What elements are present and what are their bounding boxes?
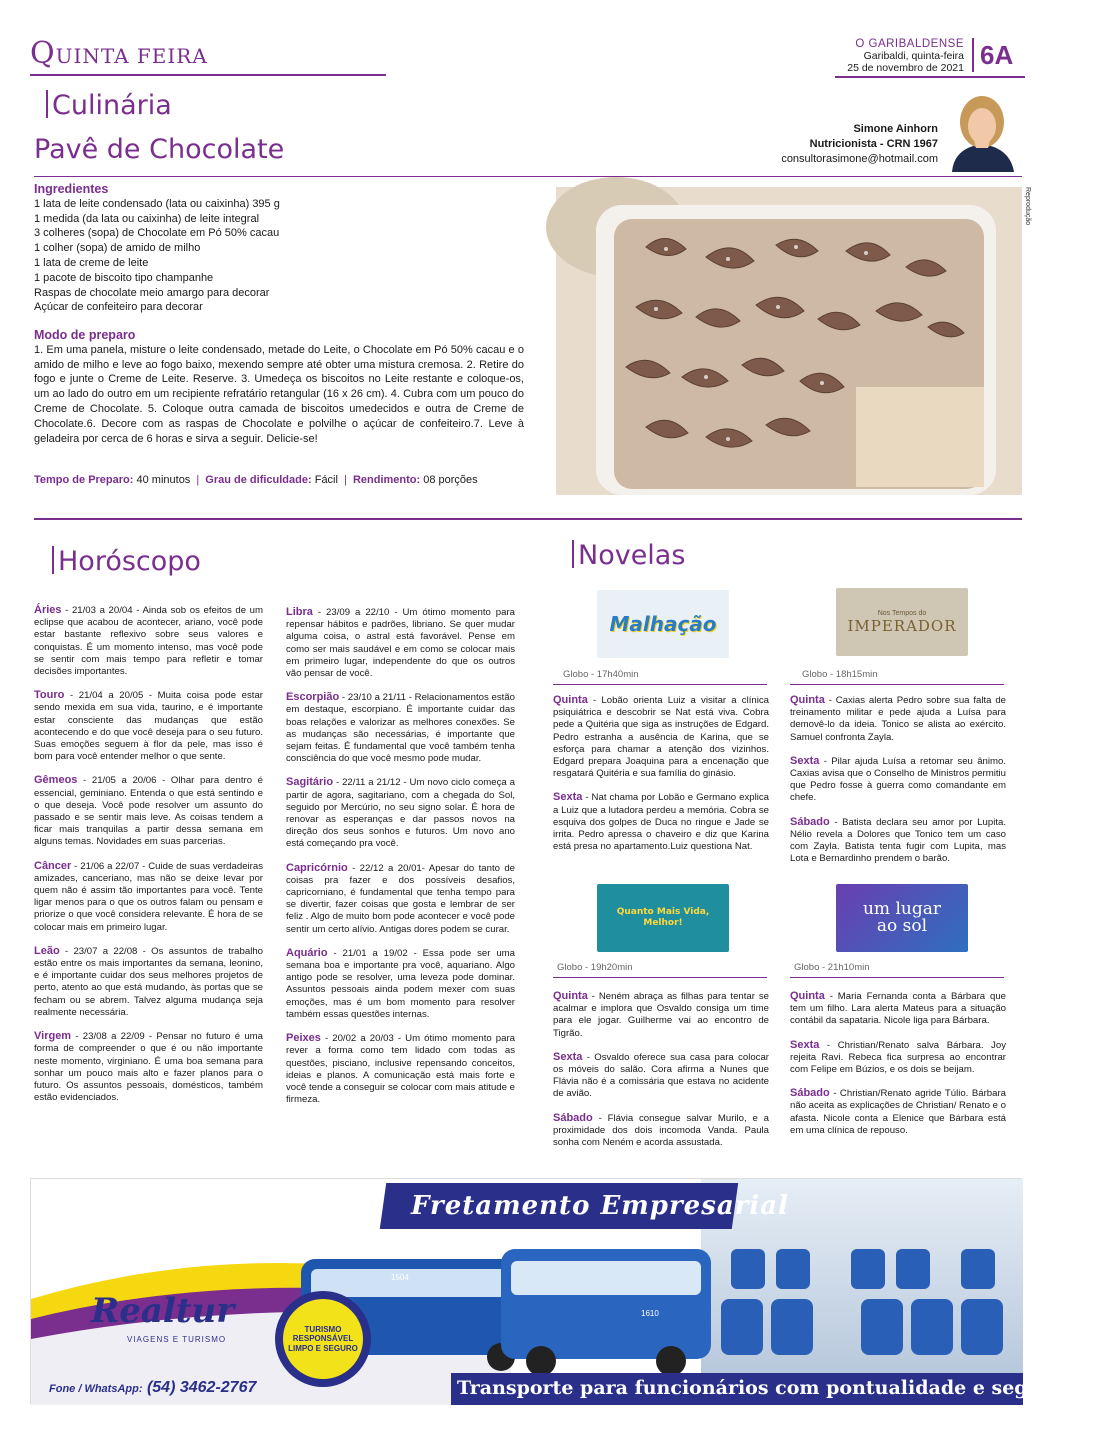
meta-separator: | — [196, 474, 200, 486]
ingredient-item: 1 lata de leite condensado (lata ou caixinha) 395 g — [34, 197, 280, 210]
ingredient-item: 1 colher (sopa) de amido de milho — [34, 242, 201, 255]
ingredient-item: 1 medida (da lata ou caixinha) de leite integral — [34, 212, 260, 225]
sign-text: - 23/10 a 21/11 - Relacionamentos estão em destaque, escorpiano. É importante cuidar das boas relações e valorizar as melhores conexões. Se as mudanças são necessárias, é importante que sejam feitas. É fundamental que você também tenha consciência do que você mesmo pode mudar. — [286, 692, 515, 765]
newspaper-place: Garibaldi, quinta-feira — [863, 50, 964, 62]
ingredient-item: Açúcar de confeiteiro para decorar — [34, 301, 203, 314]
header-rule — [30, 74, 386, 76]
sign-text: - 21/03 a 20/04 - Ainda sob os efeitos de um eclipse que acabou de acontecer, ariano, você pode estar bastante reflexivo sobre seus valores e conquistas. É um momento intenso, mas você pode se sentir com mais tempo para refletir e tomar decisões importantes. — [34, 605, 263, 678]
sign-name: Aquário — [286, 946, 328, 959]
sign-text: - 22/12 a 20/01- Apesar do tanto de coisas pra fazer e dos possíveis desafios, capricorniano, é fundamental que tenha tempo para se divertir, fazer coisas que gosta e lembrar de ser feliz . Algo de muito bom pode acontecer e você pode sentir um certo alívio. Antigas dores podem se curar. — [286, 862, 515, 935]
novela-text: - Batista declara seu amor por Lupita. Nélio revela a Dolores que Tonico tem um caso com Zayla. Batista tenta fugir com Lupita, mas Lota e Bernardinho prendem o barão. — [790, 816, 1006, 865]
yield-label: Rendimento: — [352, 474, 421, 486]
novela-day: Sexta — [790, 754, 820, 767]
ad-banner-text: Fretamento Empresarial — [411, 1191, 789, 1221]
novela-text: - Lobão orienta Luiz a visitar a clínica psiquiátrica e descobrir se Nat está viva. Cobra pede a Quitéria que siga as instruções de Edgard. Pedro estranha a ausência de Karina, que se esforça para chamar a atenção dos vizinhos. Edgard prepara Joaquina para a encenação que resgatará Quitéria e sua família do ginásio. — [553, 695, 769, 780]
novela-entry — [790, 816, 1006, 866]
sign-text: - 22/11 a 21/12 - Um novo ciclo começa a partir de agora, sagitariano, com a chegada do Sol, seguido por Mercúrio, no seu signo solar. É hora de renovar as esperanças e dar passos novos na direção dos seus sonhos e futuros. Um novo ano está começando pra você. — [286, 777, 515, 850]
page-day-title: QUINTA FEIRA — [30, 36, 208, 71]
author-rule — [34, 176, 1022, 177]
horoscope-entry — [34, 945, 263, 1019]
novela-channel: Globo - 17h40min — [563, 669, 639, 680]
novela-day: Quinta — [790, 990, 825, 1002]
ingredients-block — [34, 182, 524, 315]
novela-entry — [553, 1112, 769, 1150]
bus-number: 1610 — [641, 1309, 659, 1318]
author-role: Nutricionista - CRN 1967 — [809, 138, 938, 150]
yield-value: 08 porções — [423, 474, 478, 486]
newspaper-masthead — [847, 38, 964, 74]
sign-name: Leão — [34, 944, 60, 957]
horoscope-entry — [286, 691, 515, 765]
novela-text: - Nat chama por Lobão e Germano explica a Luiz que a lutadora perdeu a memória. Cobra se esquiva dos golpes de Duca no ringue e Jade se irrita. Pedro apressa o chaveiro e diz que Karina está presa no apartamento.Luiz questiona Nat. — [553, 792, 769, 853]
horoscope-entry — [286, 947, 515, 1021]
horoscope-column-2 — [286, 606, 515, 1117]
sign-name: Touro — [34, 689, 65, 702]
novela-day: Sexta — [553, 1050, 583, 1063]
sign-name: Capricórnio — [286, 861, 348, 874]
ad-slogan: Transporte para funcionários com pontualidade e segurança! — [457, 1377, 1110, 1399]
novela-day: Quinta — [790, 694, 825, 706]
novela-text: - Flávia consegue salvar Murilo, e a proximidade dos dois incomoda Vanda. Paula sonha com Neném e acorda assustada. — [553, 1112, 769, 1149]
horoscope-entry — [286, 776, 515, 850]
novela-channel: Globo - 18h15min — [802, 669, 878, 680]
recipe-meta — [34, 474, 534, 486]
sign-name: Peixes — [286, 1032, 321, 1045]
novela-entry — [790, 990, 1006, 1028]
novela-column-1 — [553, 694, 769, 864]
ingredients-heading: Ingredientes — [34, 182, 109, 196]
preparation-heading: Modo de preparo — [34, 328, 136, 342]
preparation-block — [34, 328, 524, 446]
horoscope-entry — [34, 689, 263, 763]
sign-name: Virgem — [34, 1030, 72, 1043]
photo-credit: Reprodução — [1024, 187, 1031, 226]
recipe-photo — [556, 187, 1022, 495]
newspaper-name: O GARIBALDENSE — [855, 38, 964, 50]
channel-rule — [790, 977, 1004, 978]
novela-entry — [553, 694, 769, 780]
channel-rule — [553, 977, 767, 978]
novela-entry — [553, 1051, 769, 1101]
novela-logo-quanto-mais-vida: Quanto Mais Vida, Melhor! — [597, 884, 729, 952]
sign-name: Gêmeos — [34, 774, 78, 787]
author-avatar — [944, 88, 1020, 172]
sign-text: - 21/04 a 20/05 - Muita coisa pode estar sendo mexida em sua vida, taurino, e é importante estar consciente das mudanças que estão acontecendo e do que você deseja para o seu futuro. Suas emoções seguem à flor da pele, mas isso é bom para você entender melhor o que sente. — [34, 690, 263, 763]
sign-text: - 23/09 a 22/10 - Um ótimo momento para repensar hábitos e padrões, libriano. Se quer mudar alguma coisa, o astral está favorável. Pense em como ser mais saudável e em como se colocar mais em primeiro lugar, independente do que os outros vão pensar de você. — [286, 607, 515, 680]
ingredient-item: 3 colheres (sopa) de Chocolate em Pó 50% cacau — [34, 227, 280, 240]
novela-text: - Osvaldo oferece sua casa para colocar os móveis do salão. Cora afirma a Nunes que Flávia não é a comissária que estava no acidente de avião. — [553, 1051, 769, 1100]
ingredient-item: 1 lata de creme de leite — [34, 256, 149, 269]
novela-entry — [790, 755, 1006, 805]
novela-text: - Christian/Renato salva Bárbara. Joy rejeita Ravi. Rebeca fica surpresa ao encontrar com Felipe em Búzios, e os dois se beijam. — [790, 1039, 1006, 1076]
horoscope-column-1 — [34, 604, 263, 1115]
sign-text: - 20/02 a 20/03 - Um ótimo momento para rever a forma como tem lidado com todas as questões, pisciano, inclusive repensando conceitos, ideias e planos. A comunicação está mais forte e você tende a conseguir se colocar com mais atitude e firmeza. — [286, 1033, 515, 1106]
meta-separator: | — [344, 474, 347, 486]
section-title-novelas: Novelas — [572, 540, 685, 571]
sign-text: - 23/08 a 22/09 - Pensar no futuro é uma forma de compreender o que é ou não importante neste momento, virginiano. É uma boa semana para sonhar um pouco mais alto e fazer planos para o futuro. Os assuntos pessoais, domésticos, também estão evidenciados. — [34, 1031, 263, 1104]
ad-phone[interactable]: Fone / WhatsApp: (54) 3462-2767 — [49, 1379, 257, 1396]
novela-column-2 — [790, 694, 1006, 876]
realtur-logo-subtitle: VIAGENS E TURISMO — [127, 1335, 227, 1344]
page-number: 6A — [972, 38, 1013, 72]
badge-line: TURISMO — [304, 1324, 342, 1334]
novela-entry — [790, 694, 1006, 744]
sign-name: Áries — [34, 604, 62, 616]
sign-text: - 21/05 a 20/06 - Olhar para dentro é essencial, geminiano. Entenda o que está sentindo e o que deseja. Você pode resolver um assunto do passado e se sentir mais leve. As coisas tendem a ficar mais tranquilas a partir dessa semana em alguns temas. Novidades em suas parcerias. — [34, 775, 263, 848]
novela-logo-malhacao: Malhação — [597, 590, 729, 658]
sign-text: - 23/07 a 22/08 - Os assuntos de trabalho estão entre os mais importantes da semana, leonino, e é importante cuidar dos seus melhores projetos de perto, atento ao que está mudando, às portas que se fecham ou se abrem. Talvez alguma mudança seja realmente necessária. — [34, 945, 263, 1018]
novela-day: Sexta — [790, 1038, 820, 1051]
novela-channel: Globo - 21h10min — [794, 962, 870, 973]
ingredient-item: Raspas de chocolate meio amargo para decorar — [34, 286, 270, 299]
horoscope-entry — [34, 604, 263, 678]
sign-text: - 21/01 a 19/02 - Essa pode ser uma semana boa e importante pra você, aquariano. Algo antigo pode se resolver, uma leveza pode dominar. Assuntos pessoais ainda podem mexer com suas emoções, mas é um bom momento para resolver também essas questões internas. — [286, 947, 515, 1020]
novela-day: Quinta — [553, 990, 588, 1002]
author-byline — [740, 122, 938, 167]
novela-text: - Christian/Renato agride Túlio. Bárbara não aceita as explicações de Christian/ Renato e o afasta. Nicole conta a Elenice que Bárbara está em uma clínica de repouso. — [790, 1088, 1006, 1136]
novela-logo-imperador: Nos Tempos do IMPERADOR — [836, 588, 968, 656]
horoscope-entry — [34, 1030, 263, 1104]
bus-number: 1504 — [391, 1273, 409, 1282]
sign-name: Sagitário — [286, 776, 334, 789]
novela-channel: Globo - 19h20min — [557, 962, 633, 973]
tourism-badge — [275, 1291, 371, 1387]
novela-day: Sábado — [790, 815, 830, 828]
author-email: consultorasimone@hotmail.com — [781, 153, 938, 165]
section-title-horoscopo: Horóscopo — [52, 546, 201, 577]
channel-rule — [790, 684, 1004, 685]
channel-rule — [553, 684, 767, 685]
novela-column-3 — [553, 990, 769, 1160]
advertisement[interactable] — [30, 1178, 1110, 1404]
novela-text: - Maria Fernanda conta a Bárbara que tem um filho. Lara alerta Mateus para a situação contábil da sapataria. Nicole liga para Bárbara. — [790, 991, 1006, 1027]
realtur-logo: Realtur — [91, 1291, 235, 1331]
novela-entry — [553, 990, 769, 1040]
novela-day: Quinta — [553, 694, 588, 706]
sign-name: Escorpião — [286, 691, 340, 704]
sign-name: Câncer — [34, 859, 72, 872]
prep-time-label: Tempo de Preparo: — [34, 474, 134, 486]
prep-time-value: 40 minutos — [136, 474, 191, 486]
newspaper-date: 25 de novembro de 2021 — [847, 62, 964, 74]
novela-entry — [553, 791, 769, 853]
novela-text: - Caxias alerta Pedro sobre sua falta de treinamento militar e pede ajuda a Luísa para demovê-lo da ideia. Tonico se alista ao exército. Samuel confronta Zayla. — [790, 695, 1006, 743]
difficulty-value: Fácil — [314, 474, 338, 486]
recipe-title: Pavê de Chocolate — [34, 134, 285, 165]
novela-column-4 — [790, 990, 1006, 1148]
novela-text: - Neném abraça as filhas para tentar se acalmar e implora que Osvaldo consiga um time para ele jogar. Guilherme vai ao encontro de Tigrão. — [553, 991, 769, 1039]
section-title-culinaria: Culinária — [46, 90, 172, 121]
novela-logo-um-lugar-ao-sol: um lugar ao sol — [836, 884, 968, 952]
novela-day: Sábado — [790, 1087, 830, 1100]
sign-text: - 21/06 a 22/07 - Cuide de suas verdadeiras amizades, canceriano, mas não se deixe levar por quem não é assim tão importantes para você. Tente ligar menos para o que os outros falam ou pensam e priorize o que você considera relevante. É hora de se colocar mais em primeiro lugar. — [34, 860, 263, 933]
header-rule-right — [835, 76, 1025, 78]
badge-line: LIMPO E SEGURO — [288, 1343, 358, 1353]
preparation-text: 1. Em uma panela, misture o leite condensado, metade do Leite, o Chocolate em Pó 50% cacau e o amido de milho e leve ao fogo baixo, mexendo sempre até obter uma mistura cremosa. 2. Retire do fogo e junte o Creme de Leite. Reserve. 3. Umedeça os biscoitos no Leite restante e coloque-os, um ao lado do outro em um recipiente refratário retangular (16 x 26 cm). 4. Cubra com um pouco do Creme de Chocolate. 5. Coloque outra camada de biscoitos umedecidos e outra de Creme de Chocolate.6. Decore com as raspas de Chocolate e polvilhe o açúcar de confeiteiro.7. Leve à geladeira por cerca de 6 horas e sirva a seguir. Delicie-se! — [34, 343, 524, 445]
sign-name: Libra — [286, 606, 313, 618]
author-name: Simone Ainhorn — [853, 123, 938, 135]
novela-day: Sábado — [553, 1111, 593, 1124]
difficulty-label: Grau de dificuldade: — [205, 474, 312, 486]
novela-entry — [790, 1087, 1006, 1137]
horoscope-entry — [286, 606, 515, 680]
horoscope-entry — [34, 774, 263, 848]
horoscope-entry — [286, 862, 515, 936]
novela-day: Sexta — [553, 791, 583, 804]
section-divider — [34, 518, 1022, 520]
horoscope-entry — [34, 860, 263, 934]
horoscope-entry — [286, 1032, 515, 1106]
novela-entry — [790, 1039, 1006, 1077]
badge-line: RESPONSÁVEL — [292, 1334, 354, 1344]
novela-text: - Pilar ajuda Luísa a retomar seu ânimo. Caxias avisa que o Conselho de Ministros permitiu que Pedro fosse à guerra como comandante em chefe. — [790, 755, 1006, 804]
ingredient-item: 1 pacote de biscoito tipo champanhe — [34, 271, 214, 284]
